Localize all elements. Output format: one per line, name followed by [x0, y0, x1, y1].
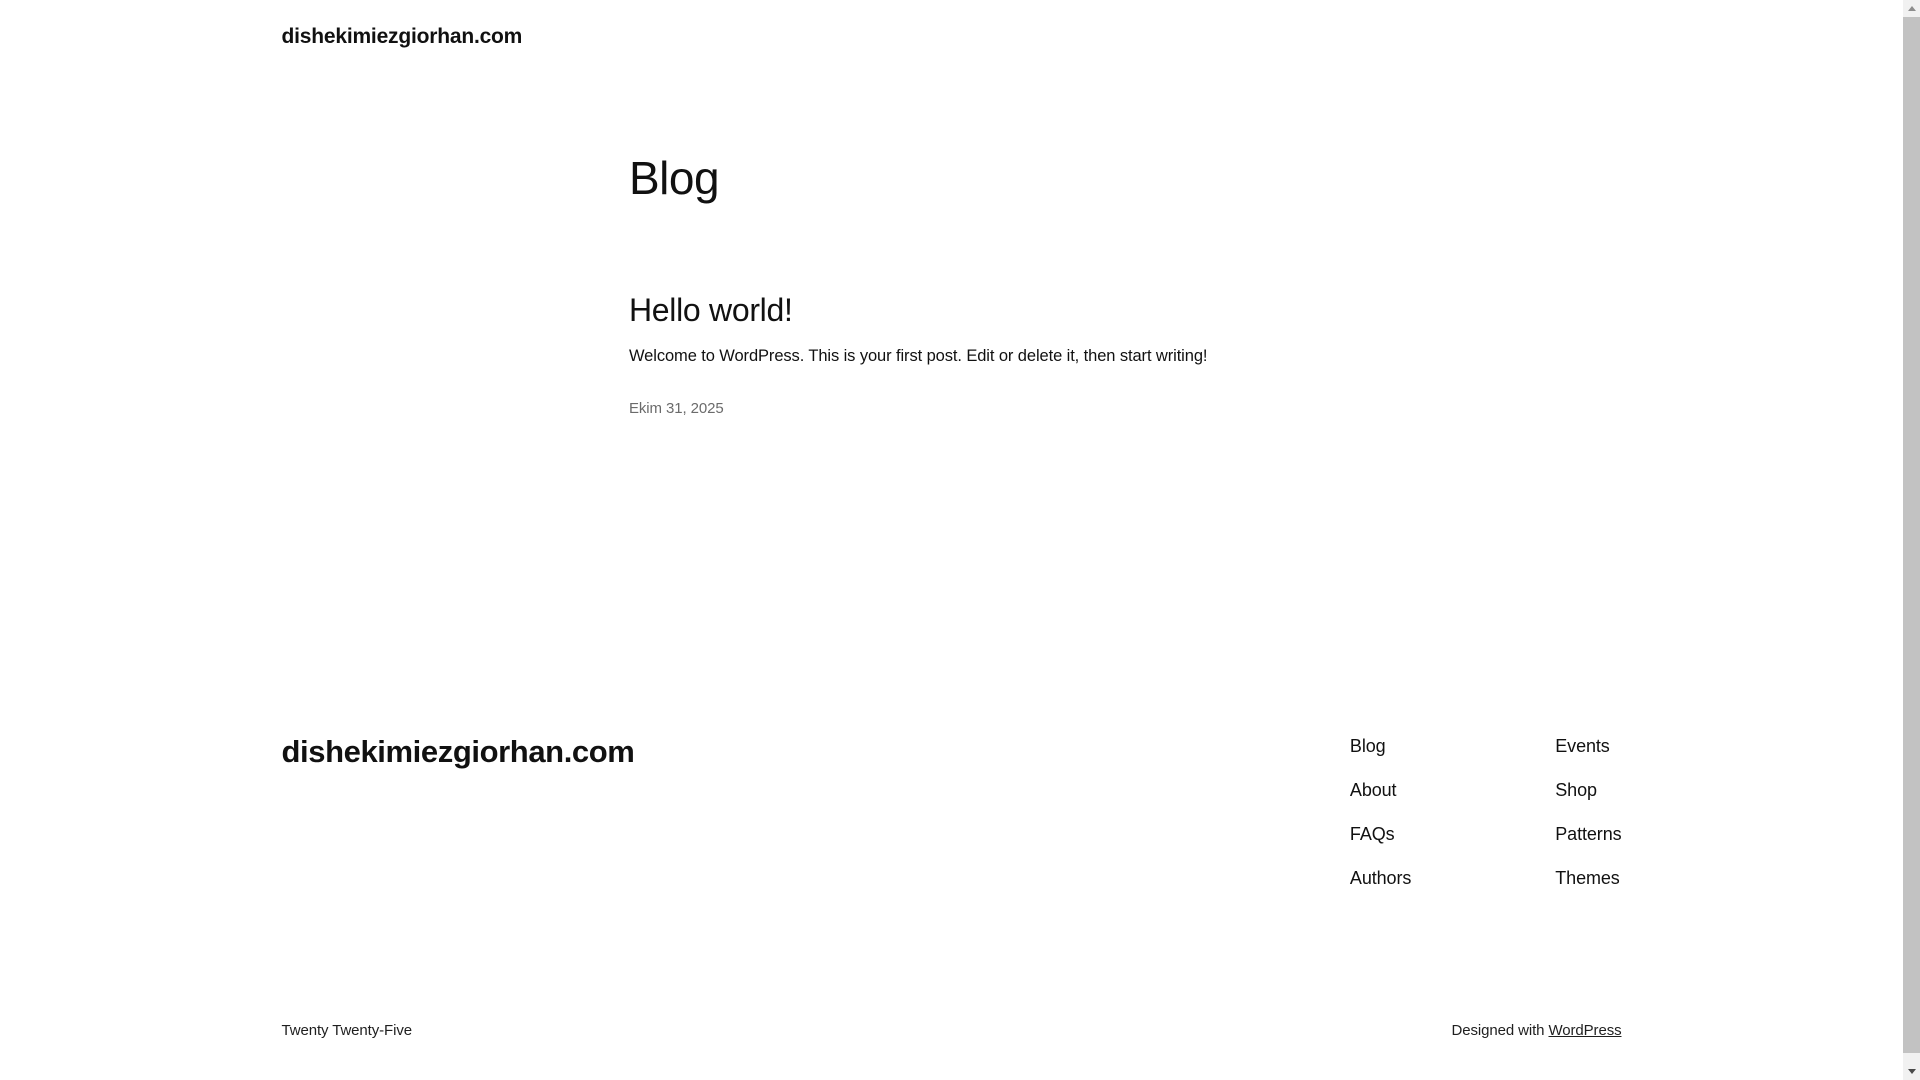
post-title-link[interactable]: Hello world! [629, 292, 793, 328]
nav-item [1555, 777, 1621, 804]
footer-nav-column-2 [1555, 733, 1621, 892]
designed-with [1451, 1020, 1621, 1042]
scroll-down-arrow-icon [1908, 1069, 1916, 1074]
header-site-title-link[interactable]: dishekimiezgiorhan.com [281, 25, 523, 48]
footer-nav-link-about[interactable]: About [1349, 780, 1397, 800]
footer-nav-link-authors[interactable]: Authors [1349, 868, 1412, 888]
vertical-scrollbar[interactable] [1903, 0, 1920, 1080]
site-header [282, 0, 1622, 50]
post-date: Ekim 31, 2025 [629, 400, 724, 417]
blog-main [0, 150, 1903, 420]
footer-nav-link-faqs[interactable]: FAQs [1349, 824, 1395, 844]
scrollbar-thumb[interactable] [1903, 17, 1920, 1053]
footer-nav-link-blog[interactable]: Blog [1349, 736, 1386, 756]
footer-site-title-link[interactable]: dishekimiezgiorhan.com [281, 734, 635, 769]
footer-nav-column-1 [1350, 733, 1411, 892]
post-title [629, 290, 1274, 330]
post-excerpt: Welcome to WordPress. This is your first post. Edit or delete it, then start writing! [629, 347, 1208, 365]
site-footer [282, 733, 1622, 1080]
footer-nav [1350, 733, 1622, 892]
theme-name: Twenty Twenty-Five [281, 1022, 412, 1039]
scrollbar-up-button[interactable] [1903, 0, 1920, 17]
scrollbar-down-button[interactable] [1903, 1063, 1920, 1080]
nav-item [1350, 777, 1411, 804]
nav-item [1555, 865, 1621, 892]
nav-item [1555, 733, 1621, 760]
footer-nav-link-patterns[interactable]: Patterns [1555, 824, 1622, 844]
nav-item [1350, 865, 1411, 892]
nav-item [1350, 821, 1411, 848]
footer-nav-link-shop[interactable]: Shop [1555, 780, 1597, 800]
scroll-up-arrow-icon [1908, 6, 1916, 11]
nav-item [1555, 821, 1621, 848]
nav-item [1350, 733, 1411, 760]
page-title: Blog [629, 152, 720, 204]
post-list-item [629, 290, 1274, 420]
designed-with-text: Designed with [1451, 1022, 1549, 1039]
footer-main-row [282, 733, 1622, 892]
footer-nav-link-themes[interactable]: Themes [1555, 868, 1620, 888]
footer-bottom-row [282, 1020, 1622, 1080]
wordpress-link[interactable]: WordPress [1548, 1022, 1622, 1039]
footer-nav-link-events[interactable]: Events [1555, 736, 1610, 756]
